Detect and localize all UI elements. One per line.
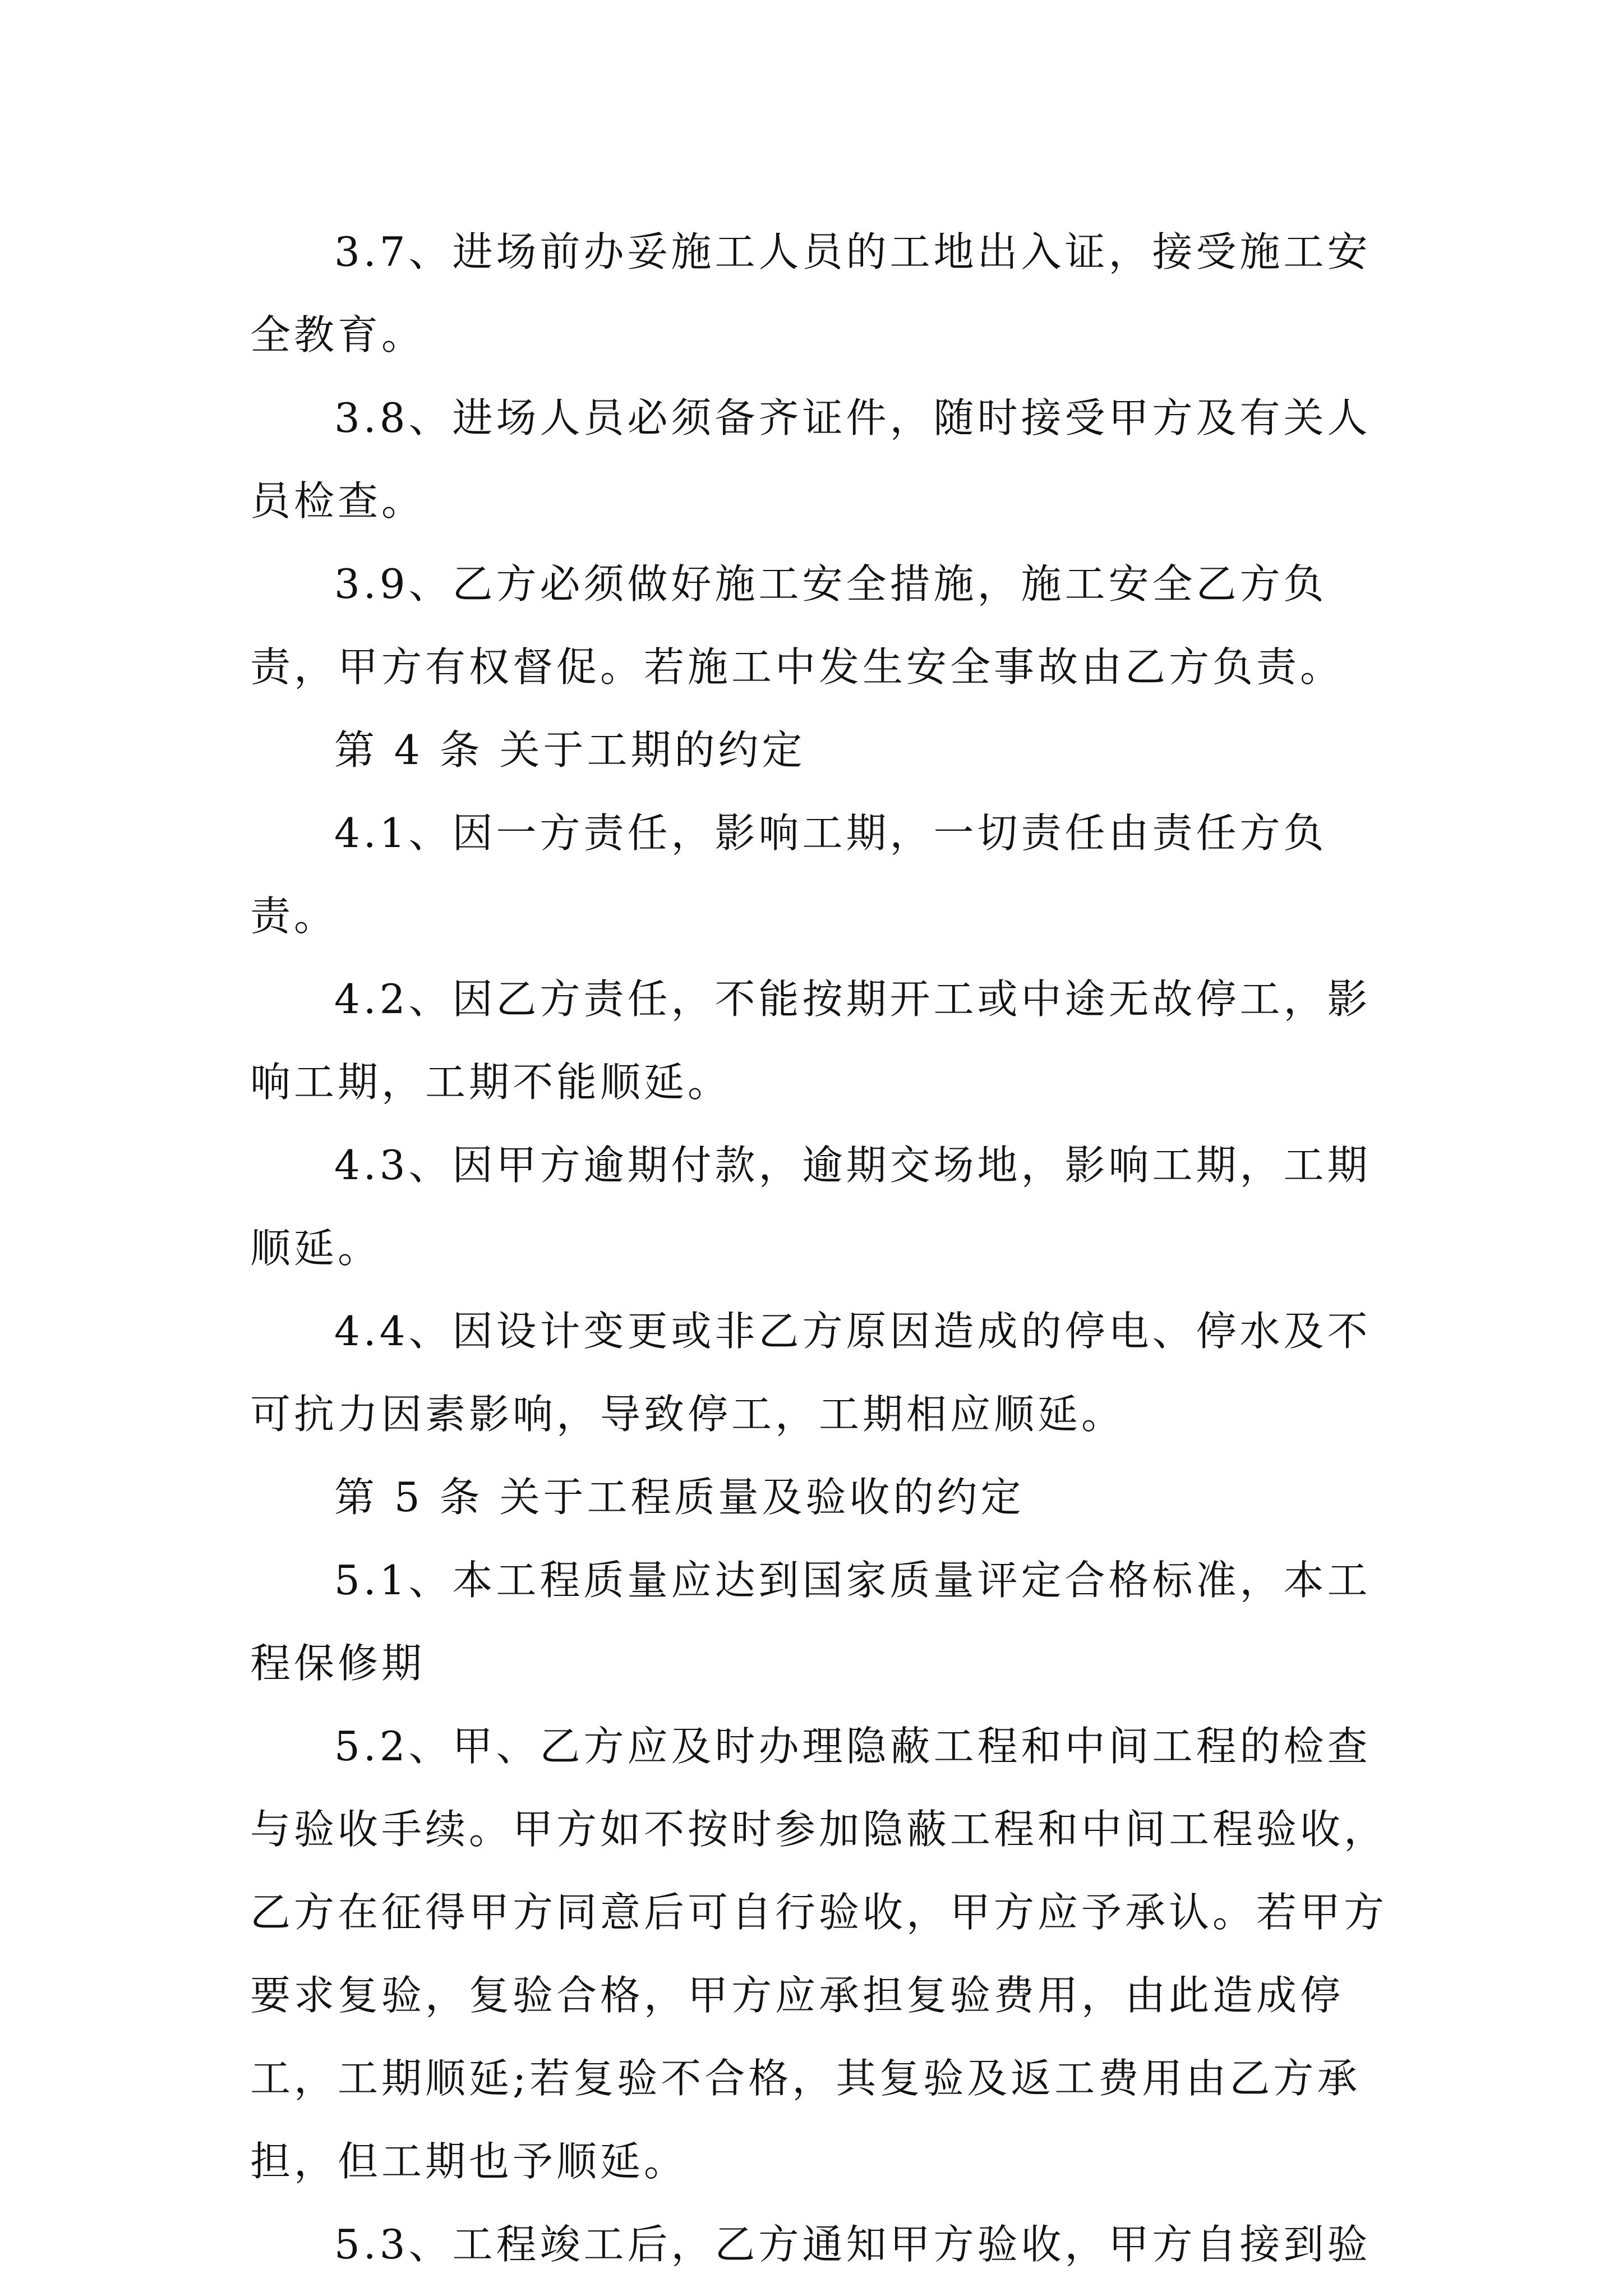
- clause-3-7: 3.7、进场前办妥施工人员的工地出入证，接受施工安全教育。: [250, 228, 1371, 358]
- clause-5-1: 5.1、本工程质量应达到国家质量评定合格标准，本工程保修期: [250, 1557, 1371, 1687]
- clause-3-9: 3.9、乙方必须做好施工安全措施，施工安全乙方负责，甲方有权督促。若施工中发生安全事故由乙方负责。: [250, 560, 1344, 691]
- clause-4-2: 4.2、因乙方责任，不能按期开工或中途无故停工，影响工期，工期不能顺延。: [250, 976, 1371, 1106]
- clause-4-1: 4.1、因一方责任，影响工期，一切责任由责任方负责。: [250, 809, 1327, 940]
- clause-5-2: 5.2、甲、乙方应及时办理隐蔽工程和中间工程的检查与验收手续。甲方如不按时参加隐蔽工程和中间工程验收，乙方在征得甲方同意后可自行验收，甲方应予承认。若甲方要求复验，复验合格，甲方应承担复验费用，由此造成停工，工期顺延;若复验不合格，其复验及返工费用由乙方承担，但工期也予顺延。: [250, 1723, 1388, 2185]
- clause-4-3: 4.3、因甲方逾期付款，逾期交场地，影响工期，工期顺延。: [250, 1142, 1371, 1272]
- clause-4-4: 4.4、因设计变更或非乙方原因造成的停电、停水及不可抗力因素影响，导致停工，工期相应顺延。: [250, 1308, 1371, 1438]
- article-4-heading: 第 4 条 关于工期的约定: [334, 726, 806, 774]
- clause-3-8: 3.8、进场人员必须备齐证件，随时接受甲方及有关人员检查。: [250, 394, 1371, 524]
- clause-5-3: 5.3、工程竣工后，乙方通知甲方验收，甲方自接到验: [334, 2221, 1371, 2268]
- document-body: [250, 210, 1389, 2286]
- article-5-heading: 第 5 条 关于工程质量及验收的约定: [334, 1474, 1025, 1521]
